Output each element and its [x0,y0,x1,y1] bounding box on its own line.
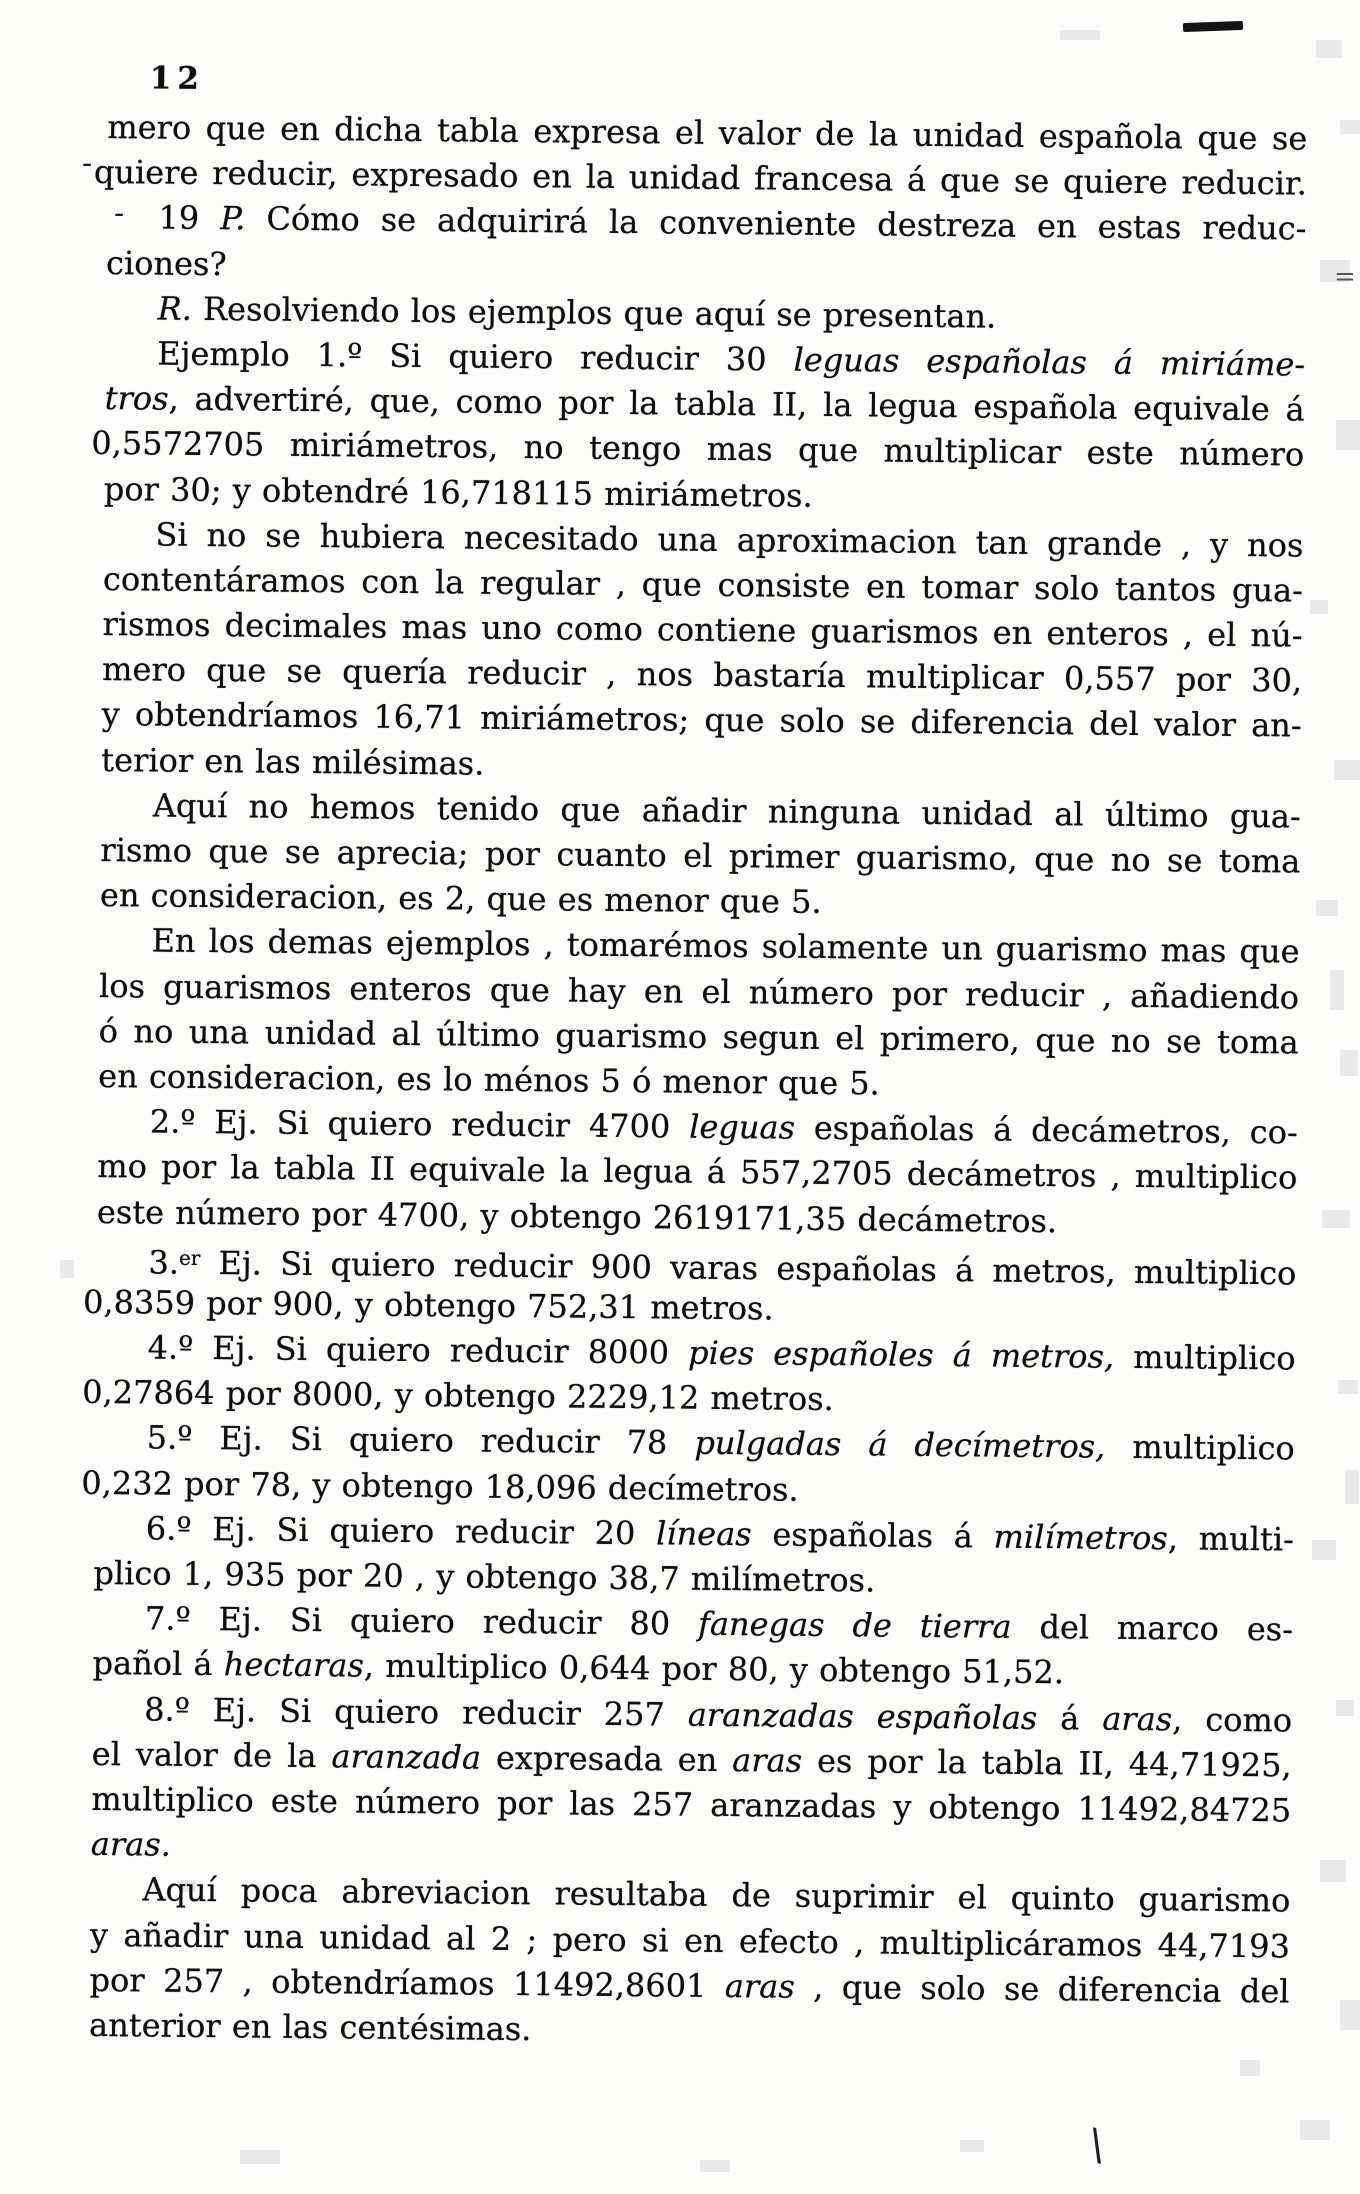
text-run: rismos decimales mas uno como contiene guarismos en enteros , el nú- [102,605,1303,655]
text-run: á [1037,1698,1103,1738]
scan-artifact-block [1345,1470,1359,1504]
text-run: tros [104,379,169,418]
text-run: aras. [90,1825,172,1864]
text-run: pañol á [92,1644,224,1684]
text-run: Aquí no hemos tenido que añadir ninguna unidad al último gua- [152,786,1301,836]
text-run: 6.º Ej. Si quiero reducir 20 [145,1509,657,1553]
text-run: pies españoles á metros, [687,1333,1115,1376]
text-run: ó no una unidad al último guarismo segun el primero, que no se toma [98,1011,1299,1062]
text-run: milímetros [993,1517,1169,1558]
text-run: aras [724,1966,795,2006]
text-run: el valor de la [91,1734,332,1775]
text-run: plico 1, 935 por 20 , y obtengo 38,7 milímetros. [93,1553,876,1600]
margin-dash-mark: - [114,196,125,231]
text-run: , multiplico 0,644 por 80, y obtengo 51,52. [363,1646,1065,1692]
scan-artifact-block [1320,1860,1346,1882]
text-run: en consideracion, es lo ménos 5 ó menor que 5. [98,1056,881,1103]
text-run: 0,232 por 78, y obtengo 18,096 decímetros. [81,1463,799,1509]
scan-artifact-block [1240,2060,1260,2076]
text-run: este número por 4700, y obtengo 2619171,35 decámetros. [96,1192,1058,1240]
text-run: quiere reducir, expresado en la unidad francesa á que se quiere reducir. [93,153,1308,203]
text-run: contentáramos con la regular , que consiste en tomar solo tantos gua- [102,559,1304,610]
scan-artifact-block [700,2160,730,2172]
scan-artifact-block [240,2150,280,2164]
text-run: aras [1102,1699,1173,1738]
scan-artifact-block [1312,1540,1336,1560]
text-run: 3. [148,1243,180,1282]
scan-artifact-block [1336,420,1360,450]
text-run: por 257 , obtendríamos 11492,8601 [89,1960,726,2005]
scan-artifact-block [1338,1380,1358,1394]
scan-ink-bar [1183,21,1243,32]
scan-artifact-block [1316,900,1338,916]
scan-artifact-block [1340,120,1360,134]
text-run: multiplico [1105,1428,1295,1468]
text-block [81,105,1308,2059]
text-run: 4.º Ej. Si quiero reducir 8000 [147,1328,689,1372]
text-run: pulgadas á decímetros, [694,1424,1106,1467]
text-run: 7.º Ej. Si quiero reducir 80 [144,1599,699,1643]
text-run: P. [220,199,246,238]
text-run: españolas á [751,1515,994,1556]
text-run: españolas á decámetros, co- [794,1108,1298,1152]
text-run: 2.º Ej. Si quiero reducir 4700 [149,1102,690,1146]
text-run: multiplico este número por las 257 aranzadas y obtengo 11492,84725 [91,1779,1292,1830]
text-run: mero que en dicha tabla expresa el valor de la unidad española que se [107,107,1308,158]
text-run: Ej. Si quiero reducir 900 varas españolas á metros, multiplico [200,1243,1297,1293]
scan-artifact-block [1334,760,1360,780]
text-run: terior en las milésimas. [101,740,485,783]
text-run: er [178,1246,201,1270]
text-run: leguas españolas á miriáme- [793,340,1306,384]
text-run: Resolviendo los ejemplos que aquí se presentan. [191,289,997,336]
text-run: anterior en las centésimas. [88,2005,532,2049]
text-run: En los demas ejemplos , tomarémos solamente un guarismo mas que [151,921,1300,971]
text-run: ciones? [105,243,227,283]
text-run: es por la tabla II, 44,71925, [801,1741,1292,1785]
text-run: del marco es- [1011,1607,1294,1649]
text-run: mero que se quería reducir , nos bastaría multiplicar 0,557 por 30, [101,650,1303,700]
text-run: expresada en [480,1738,733,1779]
text-run: los guarismos enteros que hay en el número por reducir , añadiendo [98,966,1300,1017]
page-content [81,60,1308,2059]
text-run: 5.º Ej. Si quiero reducir 78 [146,1418,695,1463]
edge-equals-mark: = [1334,262,1356,292]
scan-artifact-block [1060,30,1100,40]
text-run: aranzadas españolas [687,1695,1038,1737]
scan-artifact-block [1300,2120,1330,2140]
text-run: 0,8359 por 900, y obtengo 752,31 metros. [82,1282,774,1328]
text-run: Si no se hubiera necesitado una aproximacion tan grande , y nos [155,515,1304,565]
stray-backslash-mark: \ [1085,2119,1109,2170]
text-run: hectaras [223,1645,365,1685]
text-run: y añadir una unidad al 2 ; pero si en efecto , multiplicáramos 44,7193 [89,1915,1291,1965]
text-run: Ejemplo 1.º Si quiero reducir 30 [157,334,794,379]
scan-artifact-block [1340,2000,1360,2030]
text-run: Aquí poca abreviacion resultaba de suprimir el quinto guarismo [142,1870,1291,1920]
scan-artifact-block [1340,1050,1358,1076]
text-run: 8.º Ej. Si quiero reducir 257 [143,1689,689,1734]
text-run: Cómo se adquirirá la conveniente destreza en estas reduc- [245,199,1307,248]
text-run: leguas [689,1107,796,1147]
page-number: 12 [149,60,206,97]
scan-artifact-block [1330,970,1344,1010]
text-run: , como [1172,1699,1293,1740]
text-run: en consideracion, es 2, que es menor que 5. [99,876,822,922]
margin-dash-mark: - [82,146,93,181]
text-run: R. [157,289,193,328]
text-run: mo por la tabla II equivale la legua á 557,2705 decámetros , multiplico [97,1147,1298,1197]
text-run: 19 [158,198,221,238]
scan-artifact-block [1316,40,1342,58]
text-run: y obtendríamos 16,71 miriámetros; que solo se diferencia del valor an- [101,695,1302,745]
text-run: 0,27864 por 8000, y obtengo 2229,12 metros. [82,1373,834,1419]
text-run: , multi- [1167,1519,1295,1559]
text-run: aranzada [331,1736,482,1777]
text-run: multiplico [1113,1337,1296,1378]
text-run: por 30; y obtendré 16,718115 miriámetros. [103,469,813,515]
scan-artifact-block [1310,600,1328,614]
scan-artifact-block [1336,1700,1354,1716]
text-run: rismo que se aprecia; por cuanto el primer guarismo, que no se toma [100,830,1301,881]
text-run: líneas [655,1514,752,1554]
scan-artifact-block [60,1260,74,1278]
scan-artifact-block [1322,1210,1350,1228]
text-run: , advertiré, que, como por la tabla II, la legua española equivale á [168,379,1305,429]
text-run: , que solo se diferencia del [794,1967,1290,2011]
scan-artifact-block [960,2140,984,2152]
text-run: aras [732,1740,803,1780]
text-run: fanegas de tierra [697,1604,1012,1646]
text-run: 0,5572705 miriámetros, no tengo mas que multiplicar este número [91,424,1305,474]
